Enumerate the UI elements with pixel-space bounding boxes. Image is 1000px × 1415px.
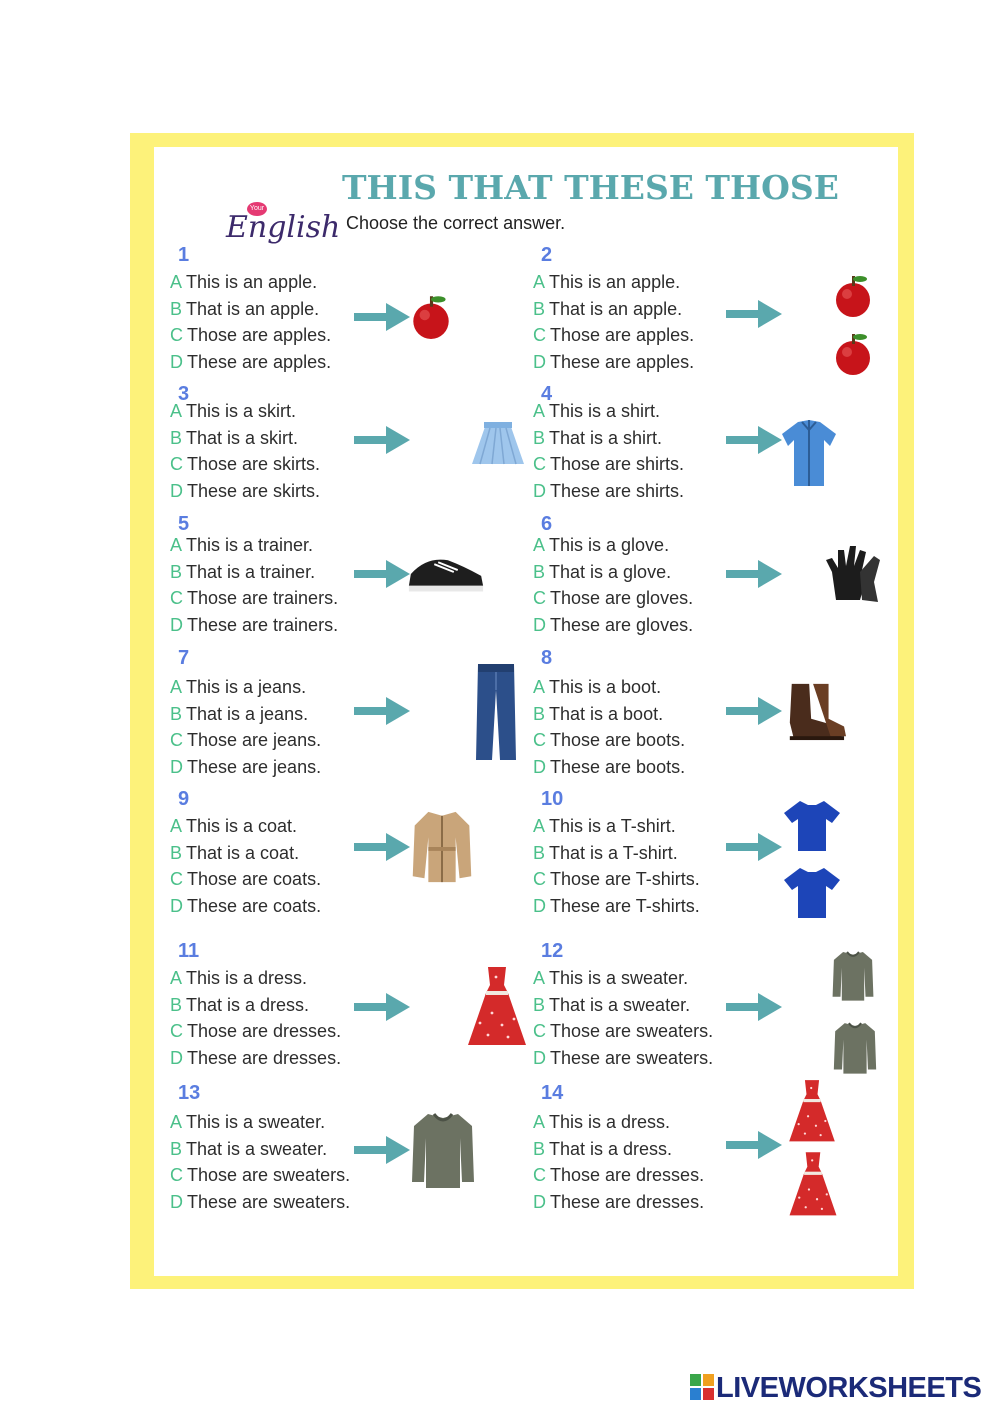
arrow-right-icon — [354, 993, 410, 1021]
question-number: 9 — [178, 788, 190, 810]
option-text: That is a coat. — [186, 842, 300, 863]
option-letter: A — [170, 968, 183, 988]
answer-option-c[interactable] — [533, 869, 700, 890]
option-text: This is a boot. — [549, 677, 662, 697]
option-letter: B — [170, 994, 183, 1015]
dress-icon — [787, 1077, 837, 1143]
option-letter: C — [533, 1021, 546, 1042]
answer-option-c[interactable] — [170, 1165, 350, 1186]
option-letter: A — [170, 401, 183, 421]
answer-option-b[interactable] — [170, 704, 308, 725]
option-text: That is an apple. — [549, 298, 683, 319]
option-text: This is a sweater. — [186, 1112, 326, 1132]
question-number: 12 — [541, 940, 564, 962]
option-text: These are sweaters. — [550, 1047, 714, 1068]
option-letter: A — [533, 816, 546, 836]
option-letter: D — [170, 351, 183, 372]
answer-option-d[interactable] — [533, 1048, 713, 1069]
answer-option-d[interactable] — [533, 757, 685, 778]
dress-icon — [468, 962, 526, 1048]
option-letter: B — [170, 298, 183, 319]
sweater-icon — [832, 1019, 878, 1075]
option-letter: A — [533, 677, 546, 697]
answer-option-a[interactable] — [533, 535, 669, 556]
answer-option-a[interactable] — [533, 816, 676, 837]
option-letter: A — [170, 1112, 183, 1132]
answer-option-b[interactable] — [533, 562, 671, 583]
option-text: These are shirts. — [550, 480, 685, 501]
tshirt-icon — [784, 797, 840, 853]
answer-option-a[interactable] — [533, 677, 661, 698]
option-text: That is a glove. — [549, 561, 672, 582]
answer-option-b[interactable] — [170, 995, 309, 1016]
option-letter: A — [533, 535, 546, 555]
option-letter: D — [170, 480, 183, 501]
option-text: Those are sweaters. — [550, 1021, 714, 1042]
question-number: 3 — [178, 383, 190, 405]
option-text: That is an apple. — [186, 298, 320, 319]
option-letter: C — [533, 325, 546, 346]
option-text: These are dresses. — [550, 1191, 705, 1212]
answer-option-a[interactable] — [533, 401, 660, 422]
option-text: This is a T-shirt. — [549, 816, 676, 836]
answer-option-a[interactable] — [170, 272, 317, 293]
option-letter: B — [170, 1138, 183, 1159]
answer-option-a[interactable] — [533, 1112, 670, 1133]
answer-option-a[interactable] — [170, 401, 296, 422]
worksheet-instructions: Choose the correct answer. — [346, 213, 566, 233]
option-text: These are T-shirts. — [550, 895, 700, 916]
question-number: 13 — [178, 1082, 201, 1104]
answer-option-a[interactable] — [170, 1112, 325, 1133]
option-letter: A — [533, 272, 546, 292]
answer-option-b[interactable] — [533, 704, 663, 725]
answer-option-b[interactable] — [170, 428, 298, 449]
question-number: 2 — [541, 244, 553, 266]
option-text: That is a T-shirt. — [549, 842, 678, 863]
option-text: That is a sweater. — [549, 994, 691, 1015]
answer-option-a[interactable] — [533, 272, 680, 293]
answer-option-b[interactable] — [533, 995, 690, 1016]
option-text: That is a dress. — [549, 1138, 673, 1159]
option-letter: B — [170, 703, 183, 724]
sweater-icon — [830, 948, 876, 1002]
answer-option-c[interactable] — [533, 1021, 713, 1042]
option-text: This is a glove. — [549, 535, 670, 555]
answer-option-c[interactable] — [533, 454, 684, 475]
arrow-right-icon — [354, 560, 410, 588]
option-text: Those are T-shirts. — [550, 869, 700, 890]
option-text: That is a skirt. — [186, 427, 299, 448]
arrow-right-icon — [726, 993, 782, 1021]
answer-option-b[interactable] — [533, 428, 662, 449]
arrow-right-icon — [354, 303, 410, 331]
option-text: That is a jeans. — [186, 703, 309, 724]
option-letter: C — [533, 730, 546, 751]
option-text: This is a trainer. — [186, 535, 314, 555]
answer-option-d[interactable] — [170, 896, 321, 917]
apple-icon — [410, 290, 452, 340]
question-number: 1 — [178, 244, 190, 266]
coat-icon — [408, 808, 476, 886]
option-text: Those are trainers. — [187, 588, 339, 609]
option-text: This is a shirt. — [549, 401, 661, 421]
option-letter: C — [170, 869, 183, 890]
answer-option-d[interactable] — [533, 352, 694, 373]
option-letter: C — [533, 588, 546, 609]
option-text: These are coats. — [187, 895, 322, 916]
option-letter: A — [533, 968, 546, 988]
answer-option-c[interactable] — [170, 454, 320, 475]
option-letter: C — [170, 1021, 183, 1042]
option-letter: B — [533, 994, 546, 1015]
answer-option-a[interactable] — [170, 677, 306, 698]
option-text: Those are skirts. — [187, 454, 321, 475]
answer-option-d[interactable] — [170, 1192, 350, 1213]
answer-option-d[interactable] — [533, 1192, 704, 1213]
logo-badge: Your — [247, 202, 267, 216]
option-text: This is an apple. — [549, 272, 681, 292]
glove-icon — [822, 542, 884, 604]
option-text: Those are sweaters. — [187, 1165, 351, 1186]
option-letter: A — [533, 1112, 546, 1132]
answer-option-b[interactable] — [170, 299, 319, 320]
option-text: Those are dresses. — [550, 1165, 705, 1186]
option-letter: A — [170, 272, 183, 292]
question-number: 14 — [541, 1082, 564, 1104]
question-number: 5 — [178, 513, 190, 535]
option-text: This is a dress. — [549, 1112, 671, 1132]
option-text: This is a dress. — [186, 968, 308, 988]
skirt-icon — [468, 418, 528, 468]
answer-option-b[interactable] — [170, 562, 315, 583]
option-letter: D — [533, 895, 546, 916]
option-text: These are apples. — [550, 351, 695, 372]
answer-option-c[interactable] — [533, 1165, 704, 1186]
option-letter: B — [533, 561, 546, 582]
option-text: This is a jeans. — [186, 677, 307, 697]
option-letter: C — [533, 454, 546, 475]
arrow-right-icon — [354, 697, 410, 725]
answer-option-c[interactable] — [533, 588, 693, 609]
option-letter: C — [533, 869, 546, 890]
option-letter: D — [533, 1047, 546, 1068]
option-text: Those are coats. — [187, 869, 322, 890]
option-letter: C — [170, 588, 183, 609]
option-text: This is a skirt. — [186, 401, 297, 421]
answer-option-d[interactable] — [170, 757, 321, 778]
option-letter: C — [170, 730, 183, 751]
option-text: These are dresses. — [187, 1047, 342, 1068]
option-letter: B — [170, 427, 183, 448]
option-text: These are sweaters. — [187, 1191, 351, 1212]
option-text: This is a coat. — [186, 816, 298, 836]
sweater-icon — [410, 1108, 476, 1190]
option-letter: A — [533, 401, 546, 421]
option-text: This is a sweater. — [549, 968, 689, 988]
option-text: This is an apple. — [186, 272, 318, 292]
answer-option-c[interactable] — [533, 325, 694, 346]
arrow-right-icon — [726, 1131, 782, 1159]
option-text: That is a dress. — [186, 994, 310, 1015]
option-text: These are jeans. — [187, 756, 322, 777]
option-letter: C — [170, 1165, 183, 1186]
option-letter: D — [170, 1191, 183, 1212]
shirt-icon — [780, 416, 838, 490]
answer-option-d[interactable] — [170, 481, 320, 502]
option-letter: C — [533, 1165, 546, 1186]
logo-word: English — [226, 210, 341, 245]
question-number: 4 — [541, 383, 553, 405]
option-letter: B — [533, 703, 546, 724]
worksheet-title: THIS THAT THESE THOSE — [342, 168, 839, 207]
option-text: That is a shirt. — [549, 427, 663, 448]
option-letter: D — [533, 614, 546, 635]
answer-option-d[interactable] — [533, 896, 700, 917]
boot-icon — [782, 680, 848, 742]
answer-option-d[interactable] — [170, 352, 331, 373]
answer-option-a[interactable] — [170, 535, 313, 556]
jeans-icon — [472, 660, 520, 764]
option-letter: C — [170, 325, 183, 346]
option-text: These are boots. — [550, 756, 686, 777]
arrow-right-icon — [354, 426, 410, 454]
option-letter: D — [533, 351, 546, 372]
option-text: That is a trainer. — [186, 561, 316, 582]
liveworksheets-brand — [690, 1372, 981, 1405]
question-number: 7 — [178, 647, 190, 669]
option-text: That is a sweater. — [186, 1138, 328, 1159]
option-letter: C — [170, 454, 183, 475]
option-letter: A — [170, 535, 183, 555]
option-text: These are apples. — [187, 351, 332, 372]
option-letter: D — [170, 756, 183, 777]
your-english-logo — [222, 200, 341, 252]
option-letter: D — [533, 1191, 546, 1212]
option-letter: B — [170, 561, 183, 582]
answer-option-b[interactable] — [170, 843, 299, 864]
arrow-right-icon — [354, 833, 410, 861]
option-text: Those are shirts. — [550, 454, 685, 475]
dress-icon — [788, 1149, 838, 1217]
answer-option-c[interactable] — [170, 325, 331, 346]
answer-option-a[interactable] — [170, 968, 307, 989]
option-text: Those are apples. — [187, 325, 332, 346]
option-text: That is a boot. — [549, 703, 664, 724]
option-text: These are gloves. — [550, 614, 694, 635]
option-text: These are skirts. — [187, 480, 321, 501]
option-letter: A — [170, 677, 183, 697]
option-letter: A — [170, 816, 183, 836]
liveworksheets-logo-icon — [690, 1374, 714, 1400]
option-letter: B — [533, 298, 546, 319]
option-text: Those are jeans. — [187, 730, 322, 751]
option-letter: B — [533, 427, 546, 448]
question-number: 6 — [541, 513, 553, 535]
apple-icon — [833, 328, 873, 376]
answer-option-a[interactable] — [170, 816, 297, 837]
arrow-right-icon — [726, 426, 782, 454]
option-text: Those are gloves. — [550, 588, 694, 609]
answer-option-c[interactable] — [533, 730, 685, 751]
option-letter: D — [533, 756, 546, 777]
arrow-right-icon — [726, 300, 782, 328]
option-letter: D — [170, 614, 183, 635]
option-text: Those are apples. — [550, 325, 695, 346]
answer-option-b[interactable] — [533, 299, 682, 320]
option-letter: B — [170, 842, 183, 863]
answer-option-c[interactable] — [170, 730, 321, 751]
question-number: 8 — [541, 647, 553, 669]
answer-option-c[interactable] — [170, 1021, 341, 1042]
option-letter: B — [533, 1138, 546, 1159]
trainer-icon — [405, 550, 487, 596]
answer-option-d[interactable] — [170, 1048, 341, 1069]
option-letter: B — [533, 842, 546, 863]
answer-option-b[interactable] — [533, 843, 678, 864]
arrow-right-icon — [726, 697, 782, 725]
answer-option-b[interactable] — [533, 1139, 672, 1160]
answer-option-d[interactable] — [170, 615, 338, 636]
arrow-right-icon — [726, 560, 782, 588]
answer-option-d[interactable] — [533, 481, 684, 502]
answer-option-c[interactable] — [170, 588, 338, 609]
tshirt-icon — [784, 864, 840, 920]
answer-option-c[interactable] — [170, 869, 321, 890]
question-number: 10 — [541, 788, 564, 810]
answer-option-b[interactable] — [170, 1139, 327, 1160]
question-number: 11 — [178, 940, 200, 962]
answer-option-d[interactable] — [533, 615, 693, 636]
option-letter: D — [170, 1047, 183, 1068]
arrow-right-icon — [354, 1136, 410, 1164]
option-text: Those are dresses. — [187, 1021, 342, 1042]
arrow-right-icon — [726, 833, 782, 861]
apple-icon — [833, 270, 873, 318]
option-letter: D — [170, 895, 183, 916]
option-text: Those are boots. — [550, 730, 686, 751]
option-text: These are trainers. — [187, 614, 339, 635]
answer-option-a[interactable] — [533, 968, 688, 989]
option-letter: D — [533, 480, 546, 501]
brand-name: LIVEWORKSHEETS — [716, 1372, 982, 1404]
